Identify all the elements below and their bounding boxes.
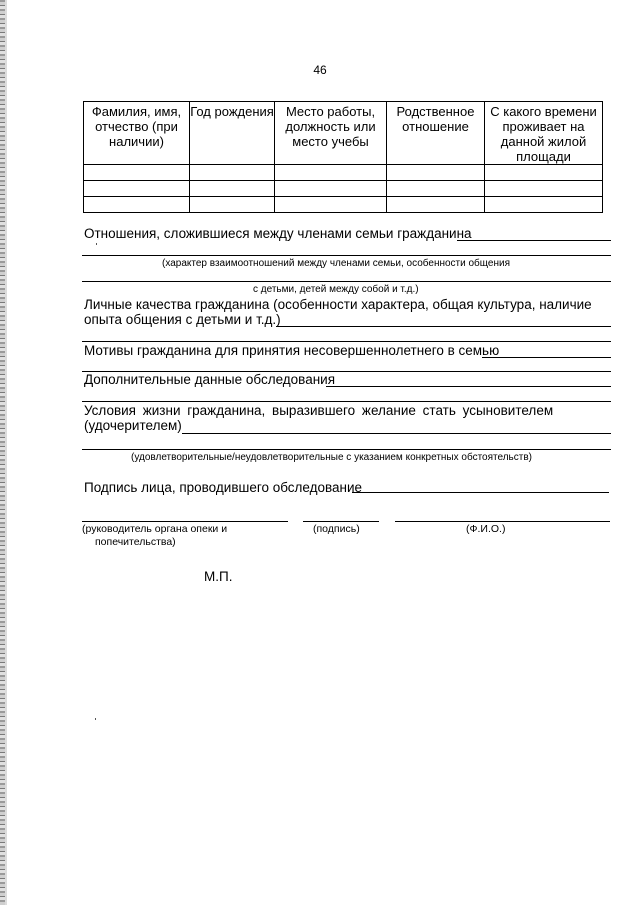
table-header-row: [84, 102, 603, 165]
table-cell[interactable]: [190, 181, 275, 197]
personal-qualities-input-line-2[interactable]: [82, 341, 611, 342]
table-cell[interactable]: [275, 197, 387, 213]
header-workplace: Место работы, должность или место учебы: [275, 102, 387, 165]
table-cell[interactable]: [84, 165, 190, 181]
table-cell[interactable]: [485, 197, 603, 213]
relations-input-line[interactable]: [457, 240, 611, 241]
scan-speck: [96, 243, 97, 245]
living-conditions-input-line-2[interactable]: [82, 449, 611, 450]
relations-note-cont: с детьми, детей между собой и т.д.): [253, 284, 419, 295]
relations-input-line-3[interactable]: [82, 281, 611, 282]
inspector-signature-line[interactable]: [352, 492, 609, 493]
page-number: 46: [313, 63, 327, 77]
living-conditions-label-cont: (удочерителем): [84, 418, 182, 433]
head-of-authority-line[interactable]: [82, 521, 288, 522]
header-residence-since: С какого времени проживает на данной жилой площади: [485, 102, 603, 165]
table-row: [84, 197, 603, 213]
personal-qualities-input-line[interactable]: [276, 326, 611, 327]
table-cell[interactable]: [387, 197, 485, 213]
table-cell[interactable]: [485, 165, 603, 181]
header-relation: Родственное отношение: [387, 102, 485, 165]
table-cell[interactable]: [84, 181, 190, 197]
additional-data-label: Дополнительные данные обследования: [84, 372, 336, 387]
signature-caption: (подпись): [313, 523, 360, 535]
table-cell[interactable]: [387, 181, 485, 197]
table-cell[interactable]: [387, 165, 485, 181]
fio-caption: (Ф.И.О.): [466, 523, 506, 535]
table-cell[interactable]: [190, 197, 275, 213]
table-cell[interactable]: [485, 181, 603, 197]
head-of-authority-caption-cont: попечительства): [95, 536, 176, 548]
header-birth-year: Год рождения: [190, 102, 275, 165]
head-of-authority-caption: (руководитель органа опеки и: [82, 523, 228, 535]
table-cell[interactable]: [84, 197, 190, 213]
living-conditions-label: Условия жизни гражданина, выразившего желание стать усыновителем: [84, 403, 554, 418]
scan-speck: [95, 718, 96, 720]
living-conditions-note: (удовлетворительные/неудовлетворительные с указанием конкретных обстоятельств): [131, 452, 532, 463]
stamp-place-label: М.П.: [204, 569, 233, 584]
motives-label: Мотивы гражданина для принятия несовершеннолетнего в семью: [84, 343, 500, 358]
family-members-table: [83, 101, 603, 213]
fio-line[interactable]: [395, 521, 610, 522]
personal-qualities-label: Личные качества гражданина (особенности характера, общая культура, наличие: [84, 297, 592, 312]
table-row: [84, 165, 603, 181]
motives-input-line[interactable]: [482, 357, 611, 358]
table-cell[interactable]: [275, 181, 387, 197]
table-cell[interactable]: [190, 165, 275, 181]
relations-label: Отношения, сложившиеся между членами семьи гражданина: [84, 226, 472, 241]
living-conditions-input-line[interactable]: [182, 433, 611, 434]
signature-line[interactable]: [303, 521, 379, 522]
relations-input-line-2[interactable]: [82, 255, 611, 256]
additional-data-input-line-2[interactable]: [82, 401, 611, 402]
header-name: Фамилия, имя, отчество (при наличии): [84, 102, 190, 165]
table-cell[interactable]: [275, 165, 387, 181]
relations-note: (характер взаимоотношений между членами семьи, особенности общения: [162, 258, 510, 269]
inspector-signature-label: Подпись лица, проводившего обследование: [84, 480, 363, 495]
additional-data-input-line[interactable]: [326, 386, 611, 387]
personal-qualities-label-cont: опыта общения с детьми и т.д.): [84, 312, 281, 327]
table-row: [84, 181, 603, 197]
scan-edge-shadow: [5, 0, 7, 905]
